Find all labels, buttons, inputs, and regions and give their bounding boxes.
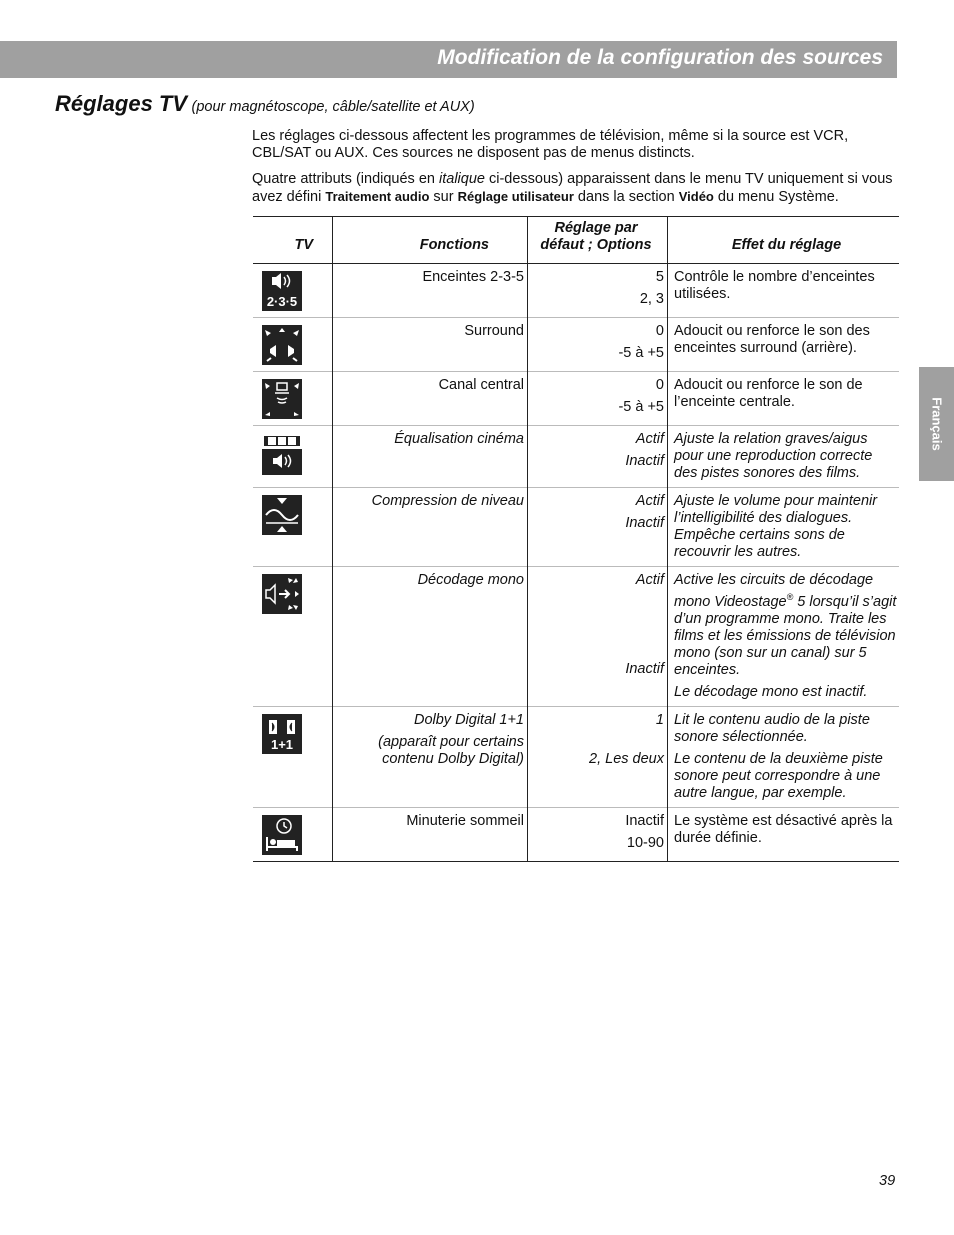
options-value: 2, 3 — [639, 291, 664, 307]
effet-cell — [668, 706, 900, 807]
fonction-cell: Équalisation cinéma — [333, 426, 528, 488]
center-channel-icon — [262, 379, 302, 419]
dolby-digital-icon — [262, 714, 302, 754]
effet-cell — [668, 567, 900, 707]
fonction-note: (apparaît pour certains contenu Dolby Digital) — [378, 733, 524, 767]
effet-cell: Ajuste la relation graves/aigus pour une reproduction correcte des pistes sonores des films. — [674, 431, 873, 481]
defaut-cell — [528, 567, 668, 707]
defaut-cell — [528, 318, 668, 372]
fonction-cell: Minuterie sommeil — [333, 807, 528, 861]
svg-text:2·3·5: 2·3·5 — [266, 294, 298, 309]
options-value: Inactif — [625, 661, 664, 677]
header-defaut-line2: défaut ; Options — [540, 237, 652, 253]
heading-main: Réglages TV — [55, 91, 188, 116]
defaut-value: 0 — [655, 323, 664, 339]
effet-cell: Adoucit ou renforce le son des enceintes surround (arrière). — [674, 323, 870, 356]
intro-italic: italique — [439, 171, 485, 187]
defaut-cell — [528, 807, 668, 861]
options-value: 2, Les deux — [589, 750, 664, 767]
intro-text: du menu Système. — [713, 189, 839, 205]
fonction-cell: Surround — [333, 318, 528, 372]
options-value: Inactif — [625, 515, 664, 531]
fonction-cell: Canal central — [333, 372, 528, 426]
defaut-cell — [528, 488, 668, 567]
options-value: -5 à +5 — [618, 399, 664, 415]
table-row — [253, 567, 899, 707]
table-row — [253, 372, 899, 426]
effet-text: 5 lorsqu’il s’agit d’un programme mono. Traite les films et les émissions de télévision mono (son sur un canal) sur 5 enceintes. — [674, 593, 897, 678]
effet-text: Active les circuits de décodage mono Videostage — [674, 572, 874, 610]
fonction-cell — [333, 706, 528, 807]
section-banner — [0, 41, 897, 78]
fonction-name: Dolby Digital 1+1 — [413, 711, 524, 728]
language-tab — [919, 367, 954, 481]
header-defaut — [528, 217, 668, 264]
table-row — [253, 426, 899, 488]
mono-decode-icon — [262, 574, 302, 614]
defaut-value: Inactif — [625, 812, 664, 829]
effet-text-2: Le contenu de la deuxième piste sonore peut correspondre à une autre langue, par exemple. — [674, 750, 883, 801]
header-defaut-line1: Réglage par — [554, 220, 638, 236]
table-row — [253, 807, 899, 861]
defaut-value: 1 — [655, 711, 664, 728]
defaut-cell — [528, 372, 668, 426]
intro-paragraph-2 — [252, 171, 902, 206]
intro-bold-term: Vidéo — [678, 189, 714, 204]
header-tv: TV — [253, 217, 333, 264]
defaut-value: Actif — [635, 493, 664, 509]
options-value: Inactif — [625, 453, 664, 469]
registered-mark: ® — [786, 592, 794, 602]
defaut-value: 5 — [655, 269, 664, 285]
effet-cell: Le système est désactivé après la durée définie. — [674, 812, 893, 846]
table-row — [253, 706, 899, 807]
fonction-cell: Enceintes 2-3-5 — [333, 264, 528, 318]
sleep-timer-icon — [262, 815, 302, 855]
intro-text: ci-dessous) apparaissent dans le menu TV uniquement si vous avez défini — [252, 171, 893, 205]
defaut-cell — [528, 426, 668, 488]
table-row — [253, 318, 899, 372]
page-heading — [55, 91, 475, 117]
options-value: 10-90 — [626, 834, 664, 851]
table-header-row — [253, 217, 899, 264]
effet-cell: Adoucit ou renforce le son de l’enceinte centrale. — [674, 377, 863, 410]
intro-text: Quatre attributs (indiqués en — [252, 171, 439, 187]
intro-paragraph-1: Les réglages ci-dessous affectent les programmes de télévision, même si la source est VCR, CBL/SAT ou AUX. Ces sources ne disposent pas de menus distincts. — [252, 128, 849, 161]
intro-bold-term: Traitement audio — [325, 189, 430, 204]
effet-text: Lit le contenu audio de la piste sonore sélectionnée. — [674, 711, 870, 745]
defaut-value: Actif — [635, 572, 664, 588]
effet-cell: Contrôle le nombre d’enceintes utilisées. — [674, 269, 875, 302]
intro-text: sur — [429, 189, 458, 205]
speakers-235-icon — [262, 271, 302, 311]
fonction-cell: Compression de niveau — [333, 488, 528, 567]
cinema-eq-icon — [262, 433, 302, 475]
settings-table — [253, 216, 899, 862]
defaut-value: Actif — [635, 431, 664, 447]
options-value: -5 à +5 — [618, 345, 664, 361]
header-effet: Effet du réglage — [731, 237, 842, 253]
table-row — [253, 264, 899, 318]
header-fonctions: Fonctions — [333, 217, 528, 264]
surround-icon — [262, 325, 302, 365]
fonction-cell: Décodage mono — [333, 567, 528, 707]
banner-title: Modification de la configuration des sources — [437, 46, 883, 69]
heading-sub: (pour magnétoscope, câble/satellite et AUX) — [191, 99, 475, 115]
effet-text-2: Le décodage mono est inactif. — [674, 683, 868, 700]
page-number: 39 — [879, 1173, 896, 1189]
intro-bold-term: Réglage utilisateur — [457, 189, 574, 204]
defaut-value: 0 — [655, 377, 664, 393]
defaut-cell — [528, 706, 668, 807]
defaut-cell — [528, 264, 668, 318]
compression-icon — [262, 495, 302, 535]
effet-cell: Ajuste le volume pour maintenir l’intelligibilité des dialogues. Empêche certains sons de recouvrir les autres. — [674, 493, 878, 560]
table-row — [253, 488, 899, 567]
dolby-icon-label: 1+1 — [270, 736, 294, 752]
language-tab-label: Français — [929, 397, 944, 451]
intro-text: dans la section — [573, 189, 679, 205]
